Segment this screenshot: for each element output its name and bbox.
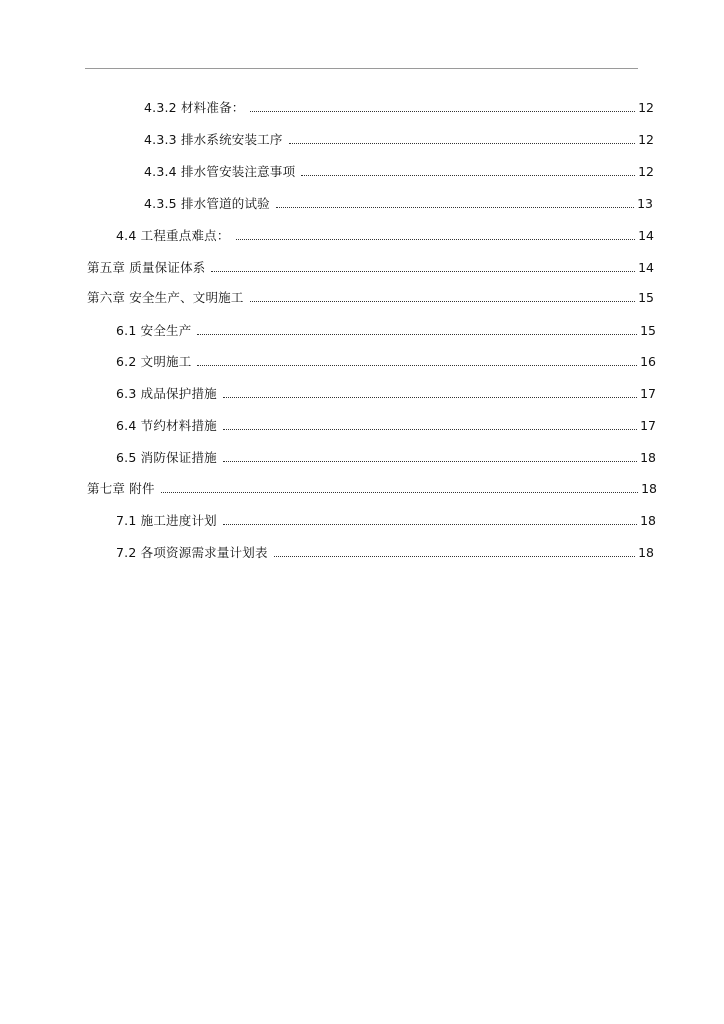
toc-page-number: 18 (640, 450, 656, 465)
toc-dot-leader (223, 524, 637, 525)
toc-page-number: 12 (638, 164, 654, 179)
toc-entry-6-1[interactable] (116, 319, 656, 339)
toc-entry-label: 4.3.4 排水管安装注意事项 (144, 164, 296, 179)
toc-dot-leader (223, 397, 637, 398)
toc-entry-4-3-2[interactable] (144, 96, 654, 116)
toc-entry-6-3[interactable] (116, 382, 656, 402)
toc-entry-6-5[interactable] (116, 446, 656, 466)
toc-entry-7-1[interactable] (116, 509, 656, 529)
toc-entry-chapter-5[interactable] (87, 256, 654, 276)
toc-entry-label: 6.5 消防保证措施 (116, 450, 217, 465)
toc-page-number: 14 (638, 228, 654, 243)
toc-entry-label: 7.1 施工进度计划 (116, 513, 217, 528)
toc-entry-label: 6.1 安全生产 (116, 323, 192, 338)
toc-entry-chapter-7[interactable] (87, 477, 657, 497)
toc-dot-leader (274, 556, 635, 557)
toc-page-number: 13 (637, 196, 653, 211)
toc-page-number: 17 (640, 418, 656, 433)
toc-page-number: 18 (640, 513, 656, 528)
toc-entry-label: 第七章 附件 (87, 481, 155, 496)
toc-dot-leader (236, 239, 636, 240)
toc-entry-label: 第六章 安全生产、文明施工 (87, 290, 244, 305)
toc-entry-6-4[interactable] (116, 414, 656, 434)
toc-entry-4-4[interactable] (116, 224, 654, 244)
toc-page-number: 17 (640, 386, 656, 401)
toc-entry-label: 4.3.5 排水管道的试验 (144, 196, 270, 211)
toc-entry-label: 7.2 各项资源需求量计划表 (116, 545, 268, 560)
toc-entry-4-3-3[interactable] (144, 128, 654, 148)
toc-entry-label: 4.3.2 材料准备： (144, 100, 245, 115)
toc-dot-leader (223, 461, 637, 462)
toc-dot-leader (289, 143, 636, 144)
toc-page-number: 18 (641, 481, 657, 496)
toc-entry-label: 6.2 文明施工 (116, 354, 192, 369)
toc-dot-leader (161, 492, 638, 493)
toc-page-number: 14 (638, 260, 654, 275)
toc-page-number: 18 (638, 545, 654, 560)
toc-page-number: 15 (638, 290, 654, 305)
toc-entry-4-3-5[interactable] (144, 192, 653, 212)
toc-entry-label: 6.3 成品保护措施 (116, 386, 217, 401)
toc-entry-label: 第五章 质量保证体系 (87, 260, 206, 275)
toc-dot-leader (250, 301, 636, 302)
toc-entry-label: 4.3.3 排水系统安装工序 (144, 132, 283, 147)
toc-dot-leader (223, 429, 637, 430)
toc-dot-leader (250, 111, 635, 112)
toc-page-number: 12 (638, 100, 654, 115)
toc-page-number: 12 (638, 132, 654, 147)
toc-entry-4-3-4[interactable] (144, 160, 654, 180)
toc-page-number: 16 (640, 354, 656, 369)
toc-entry-7-2[interactable] (116, 541, 654, 561)
toc-page-number: 15 (640, 323, 656, 338)
toc-dot-leader (197, 334, 637, 335)
header-rule (85, 68, 638, 69)
toc-entry-label: 6.4 节约材料措施 (116, 418, 217, 433)
toc-entry-chapter-6[interactable] (87, 286, 654, 306)
toc-dot-leader (276, 207, 634, 208)
toc-dot-leader (211, 271, 635, 272)
toc-entry-label: 4.4 工程重点难点： (116, 228, 230, 243)
toc-dot-leader (301, 175, 635, 176)
toc-entry-6-2[interactable] (116, 350, 656, 370)
toc-dot-leader (197, 365, 637, 366)
